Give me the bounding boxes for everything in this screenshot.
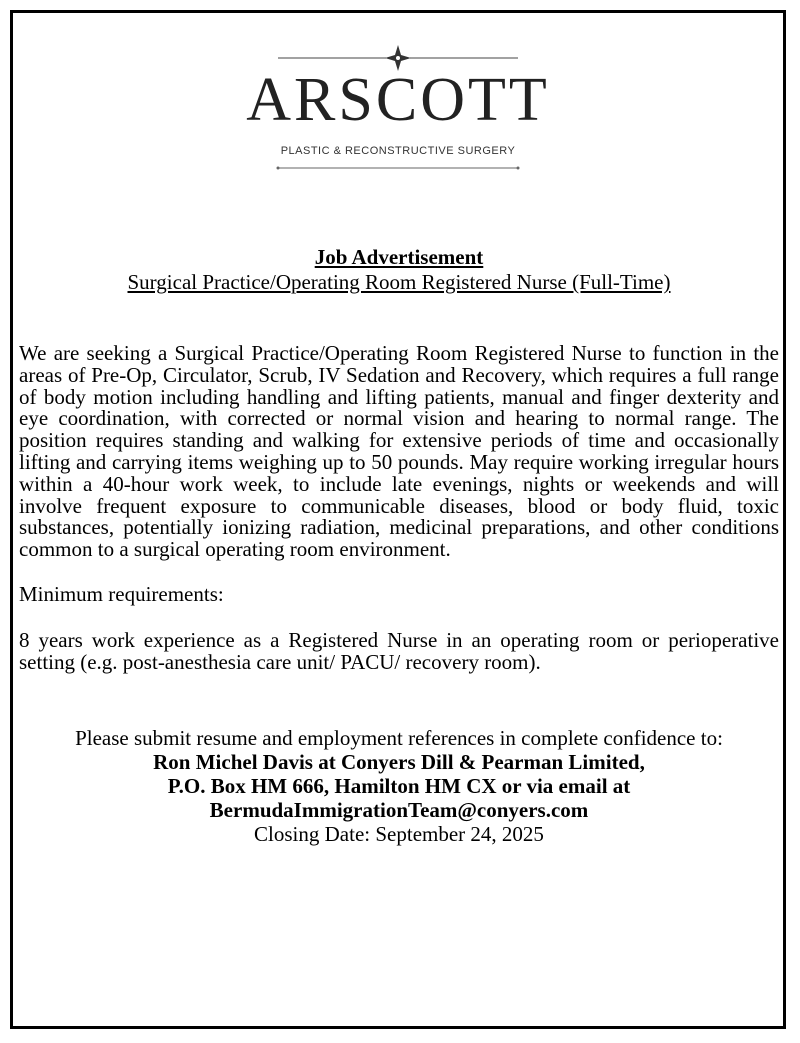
- closing-date: Closing Date: September 24, 2025: [254, 822, 544, 847]
- company-logo: [13, 43, 783, 171]
- requirements-heading: Minimum requirements:: [19, 581, 224, 606]
- logo-wordmark: ARSCOTT: [246, 66, 550, 134]
- job-description: We are seeking a Surgical Practice/Operating Room Registered Nurse to function in the areas of Pre-Op, Circulator, Scrub, IV Sedation and Recovery, which requires a full range of body motion including handling and lifting patients, manual and finger dexterity and eye coordination, with corrected or normal vision and hearing to normal range. The position requires standing and walking for extensive periods of time and occasionally lifting and carrying items weighing up to 50 pounds. May require working irregular hours within a 40-hour work week, to include late evenings, nights or weekends and will involve frequent exposure to communicable diseases, blood or body fluid, toxic substances, potentially ionizing radiation, medicinal preparations, and other conditions common to a surgical operating room environment.: [19, 341, 779, 562]
- position-title: Surgical Practice/Operating Room Registered Nurse (Full-Time): [127, 270, 671, 294]
- advertisement-frame: [10, 10, 786, 1029]
- contact-name: Ron Michel Davis at Conyers Dill & Pearman Limited,: [153, 750, 645, 775]
- logo-tagline: PLASTIC & RECONSTRUCTIVE SURGERY: [280, 145, 516, 157]
- contact-email[interactable]: BermudaImmigrationTeam@conyers.com: [209, 798, 589, 823]
- contact-intro: Please submit resume and employment references in complete confidence to:: [75, 726, 723, 751]
- contact-address: P.O. Box HM 666, Hamilton HM CX or via email at: [167, 774, 631, 799]
- requirements-text: 8 years work experience as a Registered Nurse in an operating room or perioperative setting (e.g. post-anesthesia care unit/ PACU/ recovery room).: [19, 627, 779, 674]
- advert-body: [19, 245, 779, 846]
- advert-title: Job Advertisement: [314, 245, 484, 269]
- divider-icon: [273, 165, 523, 171]
- contact-block: [19, 726, 779, 846]
